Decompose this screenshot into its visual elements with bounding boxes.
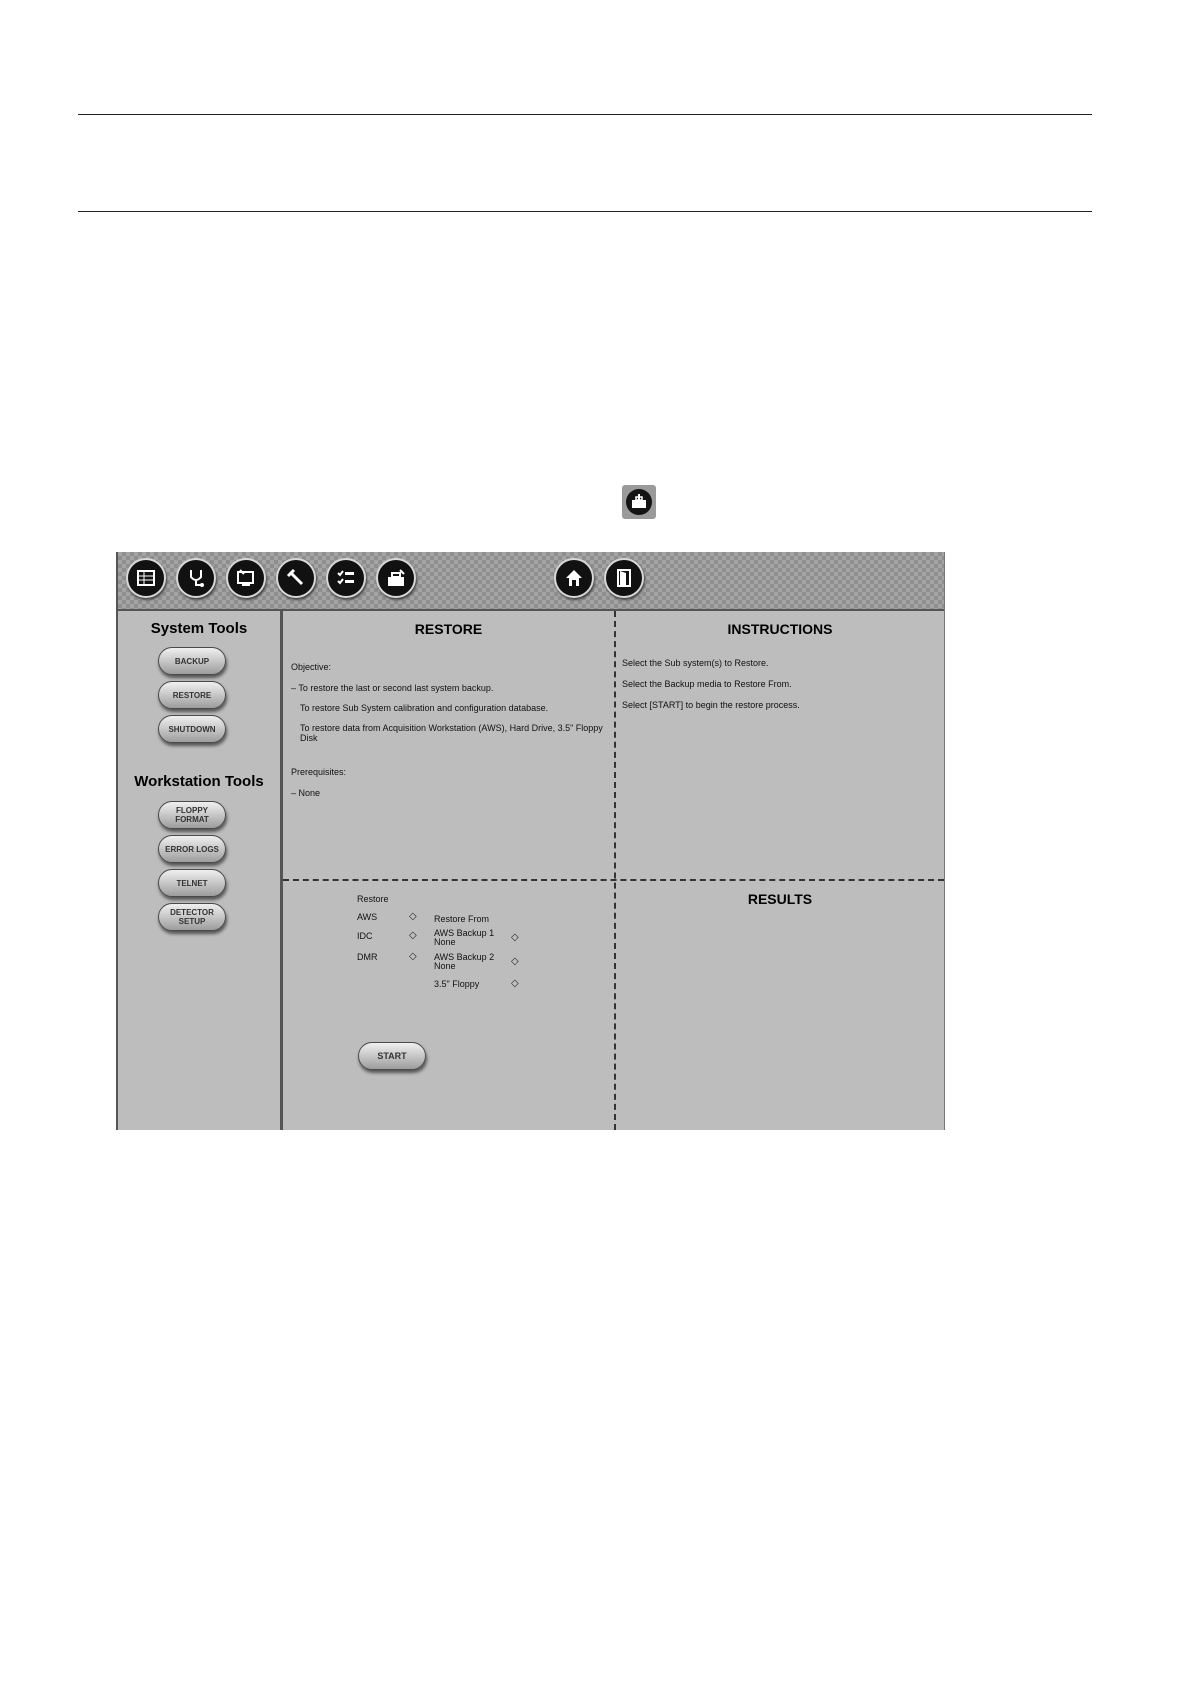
source-aws-backup-2-label: AWS Backup 2 <box>434 952 495 962</box>
source-aws-backup-1-sub: None <box>434 937 456 947</box>
objective-line-3: To restore data from Acquisition Workstation (AWS), Hard Drive, 3.5" Floppy Disk <box>300 723 603 743</box>
source-aws-backup-1-radio[interactable]: ◇ <box>511 932 519 943</box>
top-rule <box>78 114 1092 115</box>
source-aws-backup-2-sub: None <box>434 961 456 971</box>
results-panel-title: RESULTS <box>747 891 813 907</box>
prerequisites-value: – None <box>291 788 321 798</box>
instruction-line-1: Select the Sub system(s) to Restore. <box>622 658 769 668</box>
service-application-window <box>116 552 945 1130</box>
restore-button[interactable]: RESTORE <box>158 681 226 709</box>
header-rule <box>78 211 1092 212</box>
shutdown-button[interactable]: SHUTDOWN <box>158 715 226 743</box>
instructions-panel-title: INSTRUCTIONS <box>727 621 833 637</box>
subsystem-dmr-label: DMR <box>357 952 378 962</box>
objective-label: Objective: <box>291 662 332 672</box>
source-floppy-radio[interactable]: ◇ <box>511 978 519 989</box>
floppy-format-button[interactable]: FLOPPY FORMAT <box>158 801 226 829</box>
restore-toolbox-icon <box>622 485 656 519</box>
source-floppy-label: 3.5" Floppy <box>434 979 480 989</box>
restore-selection-panel <box>283 881 614 1130</box>
source-aws-backup-2-radio[interactable]: ◇ <box>511 956 519 967</box>
error-logs-button[interactable]: ERROR LOGS <box>158 835 226 863</box>
results-panel <box>616 881 944 1130</box>
restore-panel <box>283 611 614 879</box>
objective-line-2: To restore Sub System calibration and configuration database. <box>300 703 549 713</box>
start-button[interactable]: START <box>358 1042 426 1070</box>
toolbar <box>118 552 944 611</box>
telnet-button[interactable]: TELNET <box>158 869 226 897</box>
subsystem-idc-label: IDC <box>357 931 373 941</box>
panel-grid-icon[interactable] <box>126 558 166 598</box>
detector-setup-button[interactable]: DETECTOR SETUP <box>158 903 226 931</box>
toolbox-icon[interactable] <box>376 558 416 598</box>
stethoscope-icon[interactable] <box>176 558 216 598</box>
system-tools-title: System Tools <box>150 620 248 637</box>
workstation-tools-title: Workstation Tools <box>134 773 264 790</box>
subsystem-dmr-radio[interactable]: ◇ <box>409 951 417 962</box>
instruction-line-2: Select the Backup media to Restore From. <box>622 679 792 689</box>
source-aws-backup-1-label: AWS Backup 1 <box>434 928 495 938</box>
monitor-icon[interactable] <box>226 558 266 598</box>
checklist-icon[interactable] <box>326 558 366 598</box>
objective-line-1: – To restore the last or second last system backup. <box>291 683 494 693</box>
restore-from-label: Restore From <box>434 914 490 924</box>
backup-button[interactable]: BACKUP <box>158 647 226 675</box>
exit-door-icon[interactable] <box>604 558 644 598</box>
sidebar <box>118 611 283 1130</box>
subsystem-aws-label: AWS <box>357 912 378 922</box>
restore-panel-title: RESTORE <box>414 621 483 637</box>
home-icon[interactable] <box>554 558 594 598</box>
instructions-panel <box>616 611 944 879</box>
subsystem-idc-radio[interactable]: ◇ <box>409 930 417 941</box>
subsystem-aws-radio[interactable]: ◇ <box>409 911 417 922</box>
prerequisites-label: Prerequisites: <box>291 767 347 777</box>
wrench-icon[interactable] <box>276 558 316 598</box>
restore-subsystem-label: Restore <box>357 894 389 904</box>
instruction-line-3: Select [START] to begin the restore process. <box>622 700 800 710</box>
